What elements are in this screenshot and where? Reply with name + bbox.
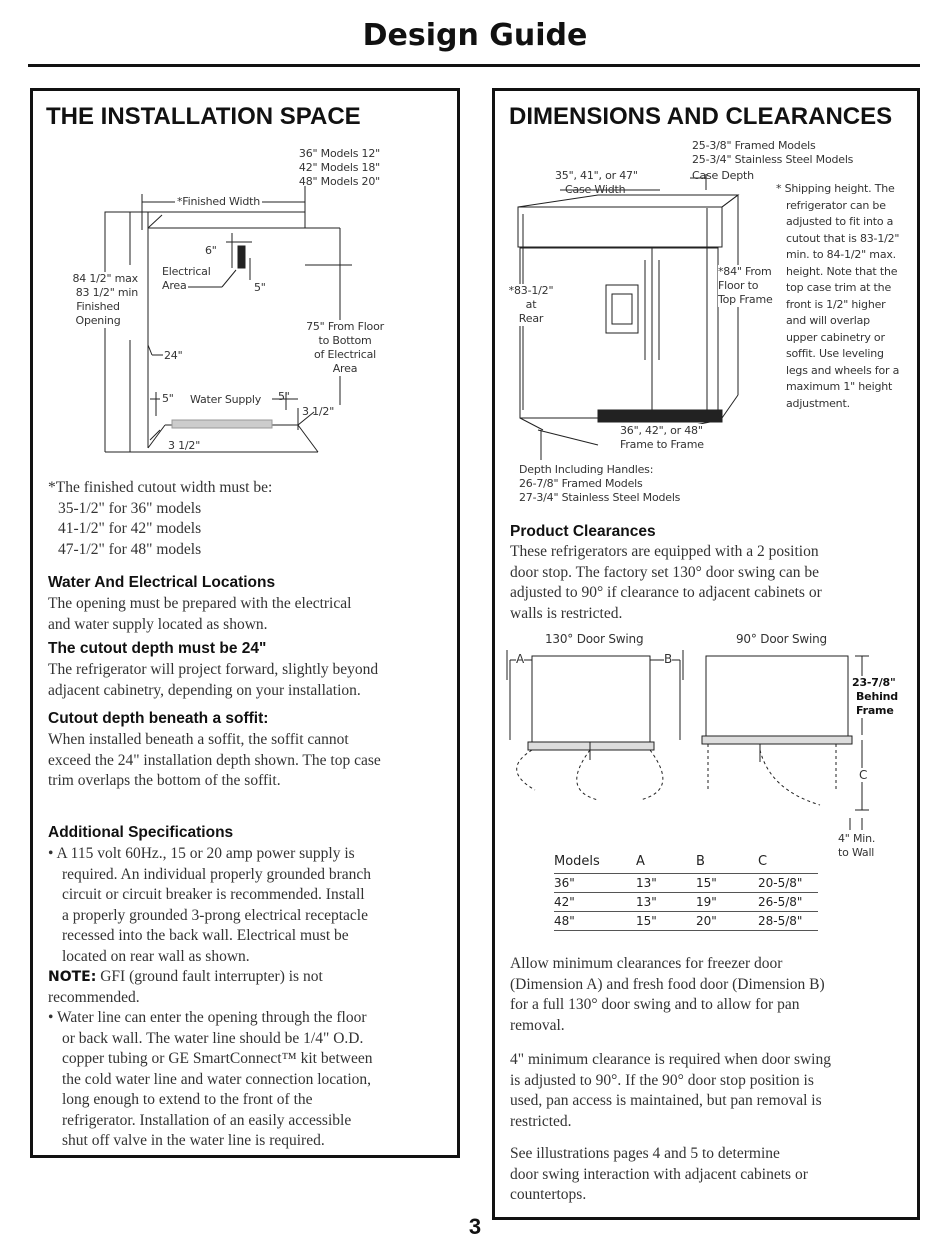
- text-line: removal.: [510, 1016, 565, 1034]
- text-line: adjacent cabinetry, depending on your installation.: [48, 681, 361, 699]
- floor-line2: to Bottom: [318, 334, 372, 347]
- electrical-line2: Area: [162, 279, 187, 292]
- dimension-c-label: C: [859, 768, 868, 782]
- behind-line: Behind: [856, 690, 898, 703]
- spec-line: required. An individual properly grounded branch: [62, 865, 372, 883]
- shipping-line: soffit. Use leveling: [786, 347, 884, 360]
- shipping-line: min. to 84-1/2" max.: [786, 248, 896, 261]
- three-half-bottom-label: 3 1/2": [168, 439, 201, 452]
- table-header: C: [758, 852, 818, 874]
- shipping-line: front is 1/2" higher: [786, 297, 886, 311]
- behind-line: 23-7/8": [852, 676, 896, 689]
- spec-line: a properly grounded 3-prong electrical receptacle: [62, 906, 368, 924]
- frame-width-values: 36", 42", or 48": [620, 424, 703, 437]
- depth-handles-line: 26-7/8" Framed Models: [519, 477, 643, 490]
- case-depth-label: Case Depth: [692, 169, 754, 182]
- finished-width-label: *Finished Width: [177, 195, 261, 208]
- installation-space-title: THE INSTALLATION SPACE: [46, 103, 361, 130]
- spec-line: refrigerator. Installation of an easily accessible: [62, 1111, 352, 1129]
- shipping-line: legs and wheels for a: [786, 363, 900, 377]
- spec-line: or back wall. The water line should be 1/4" O.D.: [62, 1029, 364, 1047]
- table-row: [554, 874, 818, 893]
- rear-line: *83-1/2": [508, 284, 554, 297]
- table-cell: 36": [554, 874, 636, 893]
- behind-line: Frame: [856, 704, 894, 717]
- case-width-values: 35", 41", or 47": [555, 169, 638, 182]
- text-line: 4" minimum clearance is required when door swing: [510, 1051, 831, 1068]
- text-line: is adjusted to 90°. If the 90° door stop position is: [510, 1071, 814, 1089]
- table-cell: 42": [554, 893, 636, 912]
- note-label: NOTE:: [48, 969, 97, 985]
- table-cell: 26-5/8": [758, 893, 818, 912]
- spec-line: shut off valve in the water line is required.: [62, 1132, 325, 1149]
- water-left-5-label: 5": [162, 392, 174, 405]
- shipping-line: adjusted to fit into a: [786, 215, 894, 228]
- table-cell: 20-5/8": [758, 874, 818, 893]
- depth-24-label: 24": [164, 349, 183, 362]
- floor-line3: of Electrical: [313, 348, 377, 361]
- table-row: [554, 893, 818, 912]
- text-line: used, pan access is maintained, but pan removal is: [510, 1092, 822, 1109]
- table-cell: 13": [636, 874, 696, 893]
- text-line: The opening must be prepared with the electrical: [48, 595, 352, 612]
- frame-width-text: Frame to Frame: [620, 438, 704, 451]
- three-half-right-label: 3 1/2": [302, 405, 335, 418]
- table-cell: 15": [636, 912, 696, 931]
- table-header: A: [636, 852, 696, 874]
- opening-min: 83 1/2" min: [75, 286, 138, 299]
- spec-line: circuit or circuit breaker is recommended. Install: [62, 886, 365, 903]
- spec-line: located on rear wall as shown.: [62, 947, 250, 965]
- text-line: door swing interaction with adjacent cabinets or: [510, 1165, 808, 1183]
- behind-frame-label: [852, 676, 898, 718]
- text-line: countertops.: [510, 1186, 587, 1203]
- text-line: for a full 130° door swing and to allow for pan: [510, 996, 800, 1013]
- electrical-line1: Electrical: [162, 265, 211, 278]
- text-line: (Dimension A) and fresh food door (Dimension B): [510, 975, 825, 993]
- note-text: GFI (ground fault interrupter) is not: [96, 968, 323, 985]
- table-cell: 13": [636, 893, 696, 912]
- dimension-b-label: B: [664, 652, 673, 666]
- text-line: Allow minimum clearances for freezer door: [510, 955, 783, 972]
- opening-finished: Finished: [76, 300, 120, 313]
- from-floor-line: Top Frame: [718, 293, 773, 306]
- swing-90-label: 90° Door Swing: [736, 632, 827, 646]
- case-depth-framed: 25-3/8" Framed Models: [692, 139, 816, 152]
- text-line: adjusted to 90° if clearance to adjacent cabinets or: [510, 584, 822, 601]
- opening-label: Opening: [75, 314, 121, 327]
- water-supply-label: Water Supply: [190, 393, 262, 406]
- opening-max: 84 1/2" max: [72, 272, 138, 285]
- rear-line: Rear: [518, 312, 544, 325]
- shipping-line: * Shipping height. The: [776, 182, 895, 195]
- text-line: and water supply located as shown.: [48, 615, 268, 633]
- shipping-line: and will overlap: [786, 314, 870, 327]
- table-cell: 28-5/8": [758, 912, 818, 931]
- spec-line: • Water line can enter the opening through the floor: [48, 1009, 367, 1026]
- product-clearances-heading: Product Clearances: [510, 523, 656, 540]
- specs-heading: Additional Specifications: [48, 824, 234, 841]
- note-line: [48, 967, 453, 988]
- shipping-line: upper cabinetry or: [786, 330, 885, 344]
- clearance-paragraph-1: [510, 954, 915, 1036]
- shipping-line: adjustment.: [786, 396, 850, 410]
- water-right-5-label: 5": [278, 390, 290, 403]
- cutout-line: 41-1/2" for 42" models: [58, 520, 202, 537]
- note-text: recommended.: [48, 988, 140, 1006]
- dimension-a-label: A: [516, 652, 525, 666]
- clearance-paragraph-3: [510, 1144, 915, 1206]
- spec-line: copper tubing or GE SmartConnect™ kit between: [62, 1050, 373, 1067]
- table-cell: 19": [696, 893, 758, 912]
- table-cell: 15": [696, 874, 758, 893]
- floor-line1: 75" From Floor: [306, 320, 384, 333]
- water-electrical-heading: Water And Electrical Locations: [48, 574, 276, 591]
- case-width-text: Case Width: [565, 183, 626, 196]
- cutout-line: 35-1/2" for 36" models: [58, 499, 202, 517]
- shipping-line: height. Note that the: [786, 264, 898, 278]
- spec-line: the cold water line and water connection location,: [62, 1070, 372, 1088]
- text-line: See illustrations pages 4 and 5 to determine: [510, 1145, 780, 1162]
- six-inch-label: 6": [205, 244, 217, 257]
- swing-130-label: 130° Door Swing: [545, 632, 644, 646]
- models-48: 48" Models 20": [298, 175, 380, 188]
- table-row: [554, 912, 818, 931]
- min-wall-line: to Wall: [838, 846, 875, 859]
- soffit-heading: Cutout depth beneath a soffit:: [48, 710, 269, 727]
- floor-line4: Area: [332, 362, 358, 375]
- cutout-line: 47-1/2" for 48" models: [58, 540, 202, 558]
- table-cell: 20": [696, 912, 758, 931]
- page-title: Design Guide: [362, 18, 588, 53]
- five-inch-label: 5": [254, 281, 266, 294]
- text-line: The refrigerator will project forward, slightly beyond: [48, 661, 379, 678]
- from-floor-line: Floor to: [718, 279, 759, 292]
- from-floor-line: *84" From: [718, 265, 772, 278]
- depth-handles-line: 27-3/4" Stainless Steel Models: [519, 491, 681, 504]
- clearance-table: [554, 852, 818, 931]
- rear-line: at: [525, 298, 537, 311]
- text-line: trim overlaps the bottom of the soffit.: [48, 772, 281, 789]
- models-42: 42" Models 18": [298, 161, 380, 174]
- dimensions-title: DIMENSIONS AND CLEARANCES: [509, 103, 893, 130]
- shipping-line: top case trim at the: [786, 281, 892, 294]
- text-line: walls is restricted.: [510, 604, 623, 622]
- table-header: Models: [554, 852, 636, 874]
- table-header: B: [696, 852, 758, 874]
- shipping-line: maximum 1" height: [786, 380, 893, 393]
- spec-line: • A 115 volt 60Hz., 15 or 20 amp power supply is: [48, 845, 355, 862]
- shipping-line: refrigerator can be: [786, 198, 886, 212]
- spec-line: recessed into the back wall. Electrical must be: [62, 927, 349, 944]
- cutout-depth-heading: The cutout depth must be 24": [48, 640, 267, 657]
- min-wall-line: 4" Min.: [838, 832, 876, 845]
- text-line: door stop. The factory set 130° door swing can be: [510, 563, 819, 581]
- specs-text: [48, 844, 453, 1152]
- shipping-line: cutout that is 83-1/2": [786, 231, 900, 245]
- models-36: 36" Models 12": [298, 147, 380, 160]
- min-wall-label: [838, 832, 875, 860]
- table-header-row: [554, 852, 818, 874]
- text-line: When installed beneath a soffit, the soffit cannot: [48, 731, 349, 748]
- page-number: 3: [468, 1214, 482, 1239]
- table-cell: 48": [554, 912, 636, 931]
- case-depth-stainless: 25-3/4" Stainless Steel Models: [692, 153, 854, 166]
- text-line: These refrigerators are equipped with a 2 position: [510, 543, 819, 560]
- text-line: restricted.: [510, 1112, 572, 1130]
- depth-handles-line: Depth Including Handles:: [519, 463, 654, 476]
- text-line: exceed the 24" installation depth shown. The top case: [48, 751, 381, 769]
- cutout-line: *The finished cutout width must be:: [48, 479, 273, 496]
- spec-line: long enough to extend to the front of the: [62, 1091, 313, 1108]
- clearance-paragraph-2: [510, 1050, 915, 1132]
